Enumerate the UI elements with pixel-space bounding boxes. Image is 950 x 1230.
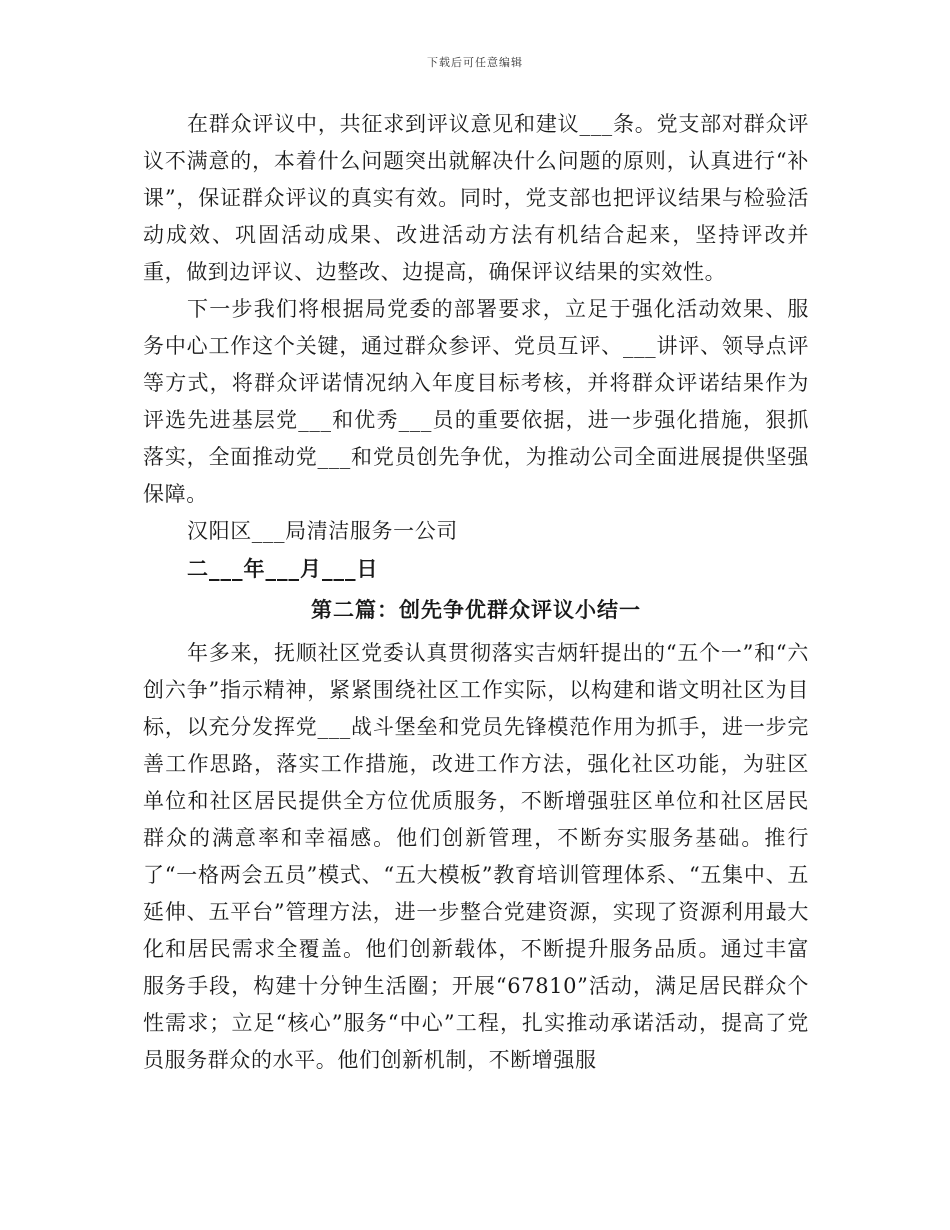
document-body xyxy=(143,106,809,1079)
signature-date: 二___年___月___日 xyxy=(187,556,379,581)
signature-organization: 汉阳区___局清洁服务一公司 xyxy=(187,519,458,543)
paragraph-evaluation-summary: 在群众评议中，共征求到评议意见和建议___条。党支部对群众评议不满意的，本着什么问题突出就解决什么问题的原则，认真进行“补课”，保证群众评议的真实有效。同时，党支部也把评议结果与检验活动成效、巩固活动成果、改进活动方法有机结合起来，坚持评改并重，做到边评议、边整改、边提高，确保评议结果的实效性。 xyxy=(143,112,809,284)
paragraph-community-summary: 年多来，抚顺社区党委认真贯彻落实吉炳轩提出的“五个一”和“六创六争”指示精神，紧紧围绕社区工作实际，以构建和谐文明社区为目标，以充分发挥党___战斗堡垒和党员先锋模范作用为抓手，进一步完善工作思路，落实工作措施，改进工作方法，强化社区功能，为驻区单位和社区居民提供全方位优质服务，不断增强驻区单位和社区居民群众的满意率和幸福感。他们创新管理，不断夯实服务基础。推行了“一格两会五员”模式、“五大模板”教育培训管理体系、“五集中、五延伸、五平台”管理方法，进一步整合党建资源，实现了资源利用最大化和居民需求全覆盖。他们创新载体，不断提升服务品质。通过丰富服务手段，构建十分钟生活圈；开展“67810”活动，满足居民群众个性需求；立足“核心”服务“中心”工程，扎实推动承诺活动，提高了党员服务群众的水平。他们创新机制，不断增强服 xyxy=(143,641,809,1072)
page-header-note: 下载后可任意编辑 xyxy=(427,56,523,69)
section-title: 第二篇：创先争优群众评议小结一 xyxy=(311,597,641,622)
paragraph-next-steps: 下一步我们将根据局党委的部署要求，立足于强化活动效果、服务中心工作这个关键，通过群众参评、党员互评、___讲评、领导点评等方式，将群众评诺情况纳入年度目标考核，并将群众评诺结果作为评选先进基层党___和优秀___员的重要依据，进一步强化措施，狠抓落实，全面推动党___和党员创先争优，为推动公司全面进展提供坚强保障。 xyxy=(143,297,809,506)
